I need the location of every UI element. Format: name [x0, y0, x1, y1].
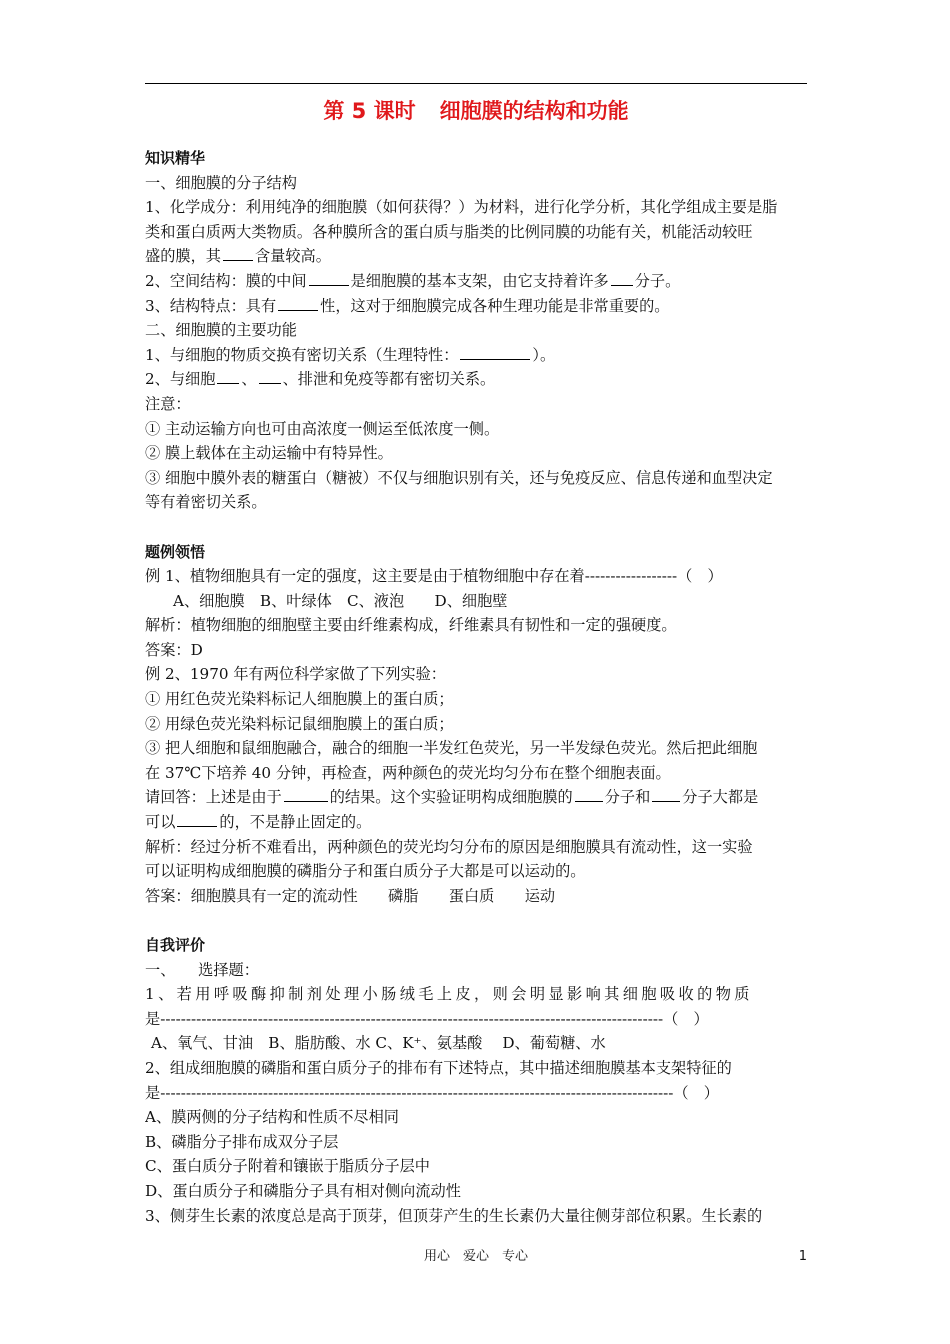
- note-item: ③ 细胞中膜外表的糖蛋白（糖被）不仅与细胞识别有关，还与免疫反应、信息传递和血型决定: [145, 468, 773, 487]
- section-heading-examples: 题例领悟: [145, 542, 206, 561]
- fill-blank: [611, 270, 633, 286]
- paragraph-line: 1、与细胞的物质交换有密切关系（生理特性： ）。: [145, 345, 556, 364]
- note-item: ② 膜上载体在主动运输中有特异性。: [145, 444, 393, 463]
- example-answer: 答案：细胞膜具有一定的流动性 磷脂 蛋白质 运动: [145, 886, 556, 905]
- note-label: 注意：: [145, 394, 191, 413]
- header-rule: [145, 83, 807, 84]
- example-question: 例 1、植物细胞具有一定的强度，这主要是由于植物细胞中存在着------------------（ ）: [145, 567, 723, 586]
- subheading-function: 二、细胞膜的主要功能: [145, 321, 297, 340]
- example-step: 在 37℃下培养 40 分钟，再检查，两种颜色的荧光均匀分布在整个细胞表面。: [145, 763, 671, 782]
- section-heading-knowledge: 知识精华: [145, 149, 206, 167]
- note-item: 等有着密切关系。: [145, 493, 267, 512]
- question-line: 是--------------------------------------------------------------------------------------------------（ ）: [145, 1009, 709, 1028]
- question-option: B、磷脂分子排布成双分子层: [145, 1132, 339, 1151]
- fill-blank: [284, 786, 328, 802]
- fill-blank: [223, 245, 253, 261]
- example-step: ② 用绿色荧光染料标记鼠细胞膜上的蛋白质；: [145, 714, 454, 733]
- page-title: [145, 96, 807, 126]
- question-option: C、蛋白质分子附着和镶嵌于脂质分子层中: [145, 1157, 430, 1176]
- paragraph-line: 2、与细胞 、 、排泄和免疫等都有密切关系。: [145, 370, 496, 389]
- example-step: ① 用红色荧光染料标记人细胞膜上的蛋白质；: [145, 690, 454, 709]
- example-analysis: 解析：植物细胞的细胞壁主要由纤维素构成，纤维素具有韧性和一定的强硬度。: [145, 616, 677, 635]
- note-item: ① 主动运输方向也可由高浓度一侧运至低浓度一侧。: [145, 419, 500, 438]
- question-option: D、蛋白质分子和磷脂分子具有相对侧向流动性: [145, 1181, 461, 1200]
- example-prompt: 请回答：上述是由于 的结果。这个实验证明构成细胞膜的 分子和 分子大都是: [145, 788, 759, 807]
- paragraph-line: 类和蛋白质两大类物质。各种膜所含的蛋白质与脂类的比例同膜的功能有关，机能活动较旺: [145, 222, 753, 241]
- example-analysis: 可以证明构成细胞膜的磷脂分子和蛋白质分子大都是可以运动的。: [145, 862, 586, 881]
- question-line: 3、侧芽生长素的浓度总是高于顶芽，但顶芽产生的生长素仍大量往侧芽部位积累。生长素的: [145, 1206, 763, 1225]
- fill-blank: [217, 368, 239, 384]
- page-number: 1: [798, 1249, 807, 1264]
- footer-slogan: 用心 爱心 专心: [423, 1249, 528, 1264]
- example-prompt: 可以 的，不是静止固定的。: [145, 813, 372, 832]
- question-line: 2、组成细胞膜的磷脂和蛋白质分子的排布有下述特点，其中描述细胞膜基本支架特征的: [145, 1058, 732, 1077]
- part-label: 一、 选择题：: [145, 960, 259, 979]
- lesson-number: 第 5 课时: [323, 99, 416, 123]
- document-body: [145, 146, 807, 1228]
- paragraph-line: 盛的膜，其 含量较高。: [145, 247, 331, 266]
- question-line: 1、若用呼吸酶抑制剂处理小肠绒毛上皮，则会明显影响其细胞吸收的物质: [145, 985, 753, 1004]
- fill-blank: [652, 786, 680, 802]
- section-heading-self-eval: 自我评价: [145, 936, 206, 954]
- example-answer: 答案：D: [145, 640, 203, 659]
- fill-blank: [575, 786, 603, 802]
- question-options: A、氧气、甘油 B、脂肪酸、水 C、K⁺、氨基酸 D、葡萄糖、水: [151, 1034, 606, 1053]
- paragraph-line: 1、化学成分：利用纯净的细胞膜（如何获得？）为材料，进行化学分析，其化学组成主要是脂: [145, 198, 778, 217]
- example-options: A、细胞膜 B、叶绿体 C、液泡 D、细胞壁: [173, 591, 508, 610]
- paragraph-line: 3、结构特点：具有 性，这对于细胞膜完成各种生理功能是非常重要的。: [145, 296, 670, 315]
- fill-blank: [309, 270, 349, 286]
- paragraph-line: 2、空间结构：膜的中间 是细胞膜的基本支架，由它支持着许多 分子。: [145, 271, 681, 290]
- fill-blank: [278, 295, 318, 311]
- example-step: ③ 把人细胞和鼠细胞融合，融合的细胞一半发红色荧光，另一半发绿色荧光。然后把此细胞: [145, 739, 758, 758]
- subheading-structure: 一、细胞膜的分子结构: [145, 173, 297, 192]
- fill-blank: [259, 368, 281, 384]
- example-question: 例 2、1970 年有两位科学家做了下列实验：: [145, 665, 446, 684]
- example-analysis: 解析：经过分析不难看出，两种颜色的荧光均匀分布的原因是细胞膜具有流动性，这一实验: [145, 837, 753, 856]
- question-option: A、膜两侧的分子结构和性质不尽相同: [145, 1108, 399, 1127]
- question-line: 是----------------------------------------------------------------------------------------------------（ ）: [145, 1083, 719, 1102]
- fill-blank: [177, 811, 217, 827]
- lesson-title: 细胞膜的结构和功能: [439, 99, 629, 123]
- page-footer: [145, 1247, 807, 1271]
- fill-blank: [460, 344, 530, 360]
